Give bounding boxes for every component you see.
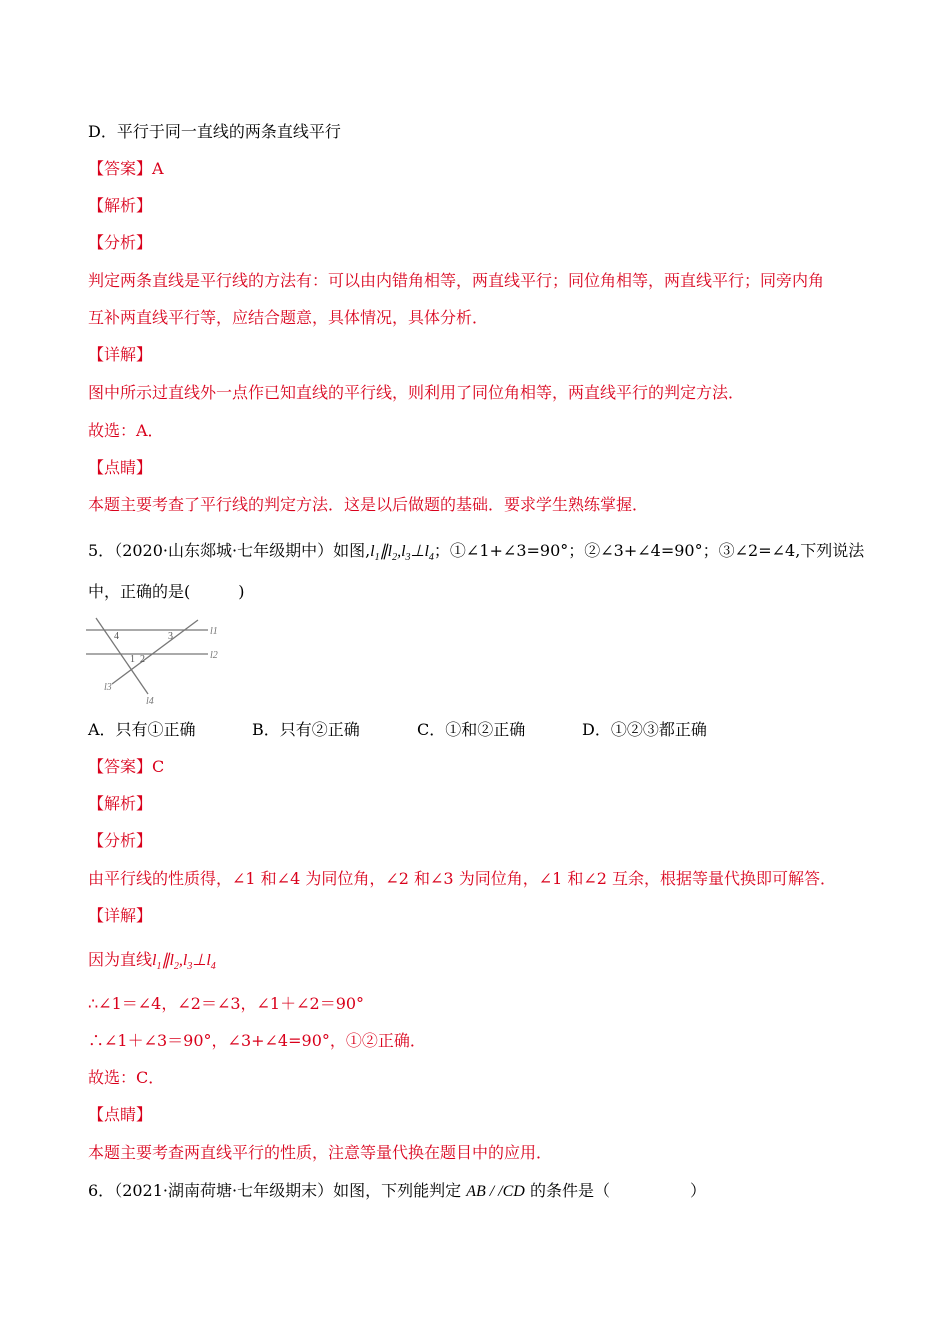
q6-number: 6． [88, 1181, 115, 1200]
q5-step-2: ∴∠1＋∠3＝90°，∠3+∠4=90°，①②正确． [88, 1031, 426, 1050]
q5-option-c: C．①和②正确 [417, 720, 526, 739]
answer-label: 【答案】A [88, 159, 164, 178]
q5-option-d: D．①②③都正确 [582, 720, 707, 739]
label-l1: l1 [210, 626, 218, 637]
analysis-line-2: 互补两直线平行等，应结合题意，具体情况，具体分析． [88, 308, 489, 327]
q5-option-b: B．只有②正确 [252, 720, 360, 739]
q5-jiexi: 【解析】 [88, 794, 153, 813]
q5-option-a: A．只有①正确 [88, 720, 196, 739]
q5-figure [84, 614, 224, 706]
q5-because-cond: $l_1\parallel l_2,l_3\perp l_4$ [152, 952, 216, 973]
q6-tail: 的条件是（ ） [529, 1181, 706, 1200]
xiangjie-label: 【详解】 [88, 345, 153, 364]
jiexi-label: 【解析】 [88, 196, 153, 215]
q5-source: （2020·山东郯城·七年级期中）如图, [114, 541, 371, 560]
q5-fenxi: 【分析】 [88, 831, 153, 850]
detail-text: 图中所示过直线外一点作已知直线的平行线，则利用了同位角相等，两直线平行的判定方法． [88, 383, 745, 402]
q5-number: 5． [88, 541, 115, 560]
q6-expr: AB / /CD [466, 1183, 525, 1200]
q5-analysis: 由平行线的性质得，∠1 和∠4 为同位角，∠2 和∠3 为同位角，∠1 和∠2 互余，根据等量代换即可解答． [88, 869, 837, 888]
analysis-line-1: 判定两条直线是平行线的方法有：可以由内错角相等，两直线平行；同位角相等，两直线平行；同旁内角 [88, 271, 825, 290]
q5-comment: 本题主要考查两直线平行的性质，注意等量代换在题目中的应用． [88, 1143, 553, 1162]
option-d: D．平行于同一直线的两条直线平行 [88, 122, 341, 141]
q5-parallel-cond: $l_1\parallel l_2,l_3\perp l_4$ [370, 543, 434, 564]
q5-choose: 故选：C． [88, 1068, 165, 1087]
q5-because-text: 因为直线 [88, 950, 153, 969]
label-l4: l4 [146, 696, 154, 706]
q5-stem-line-2: 中，正确的是( ) [88, 582, 245, 601]
q5-step-1: ∴∠1＝∠4，∠2＝∠3，∠1＋∠2＝90° [88, 994, 365, 1013]
angle-1: 1 [130, 654, 135, 665]
q5-because [88, 949, 216, 978]
q6-text: （2021·湖南荷塘·七年级期末）如图，下列能判定 [114, 1181, 462, 1200]
q5-stem-line-1 [88, 540, 864, 569]
angle-3: 3 [168, 631, 173, 642]
angle-4: 4 [114, 631, 119, 642]
q5-answer: 【答案】C [88, 757, 165, 776]
q5-xiangjie: 【详解】 [88, 906, 153, 925]
dianjing-label: 【点睛】 [88, 458, 153, 477]
q5-dianjing: 【点睛】 [88, 1105, 153, 1124]
q6-stem [88, 1180, 706, 1203]
choose-text: 故选：A． [88, 421, 164, 440]
label-l2: l2 [210, 650, 218, 661]
q5-conditions: ；①∠1+∠3=90°；②∠3+∠4=90°；③∠2=∠4,下列说法 [433, 541, 865, 560]
label-l3: l3 [104, 682, 112, 693]
fenxi-label: 【分析】 [88, 233, 153, 252]
comment-text: 本题主要考查了平行线的判定方法．这是以后做题的基础．要求学生熟练掌握． [88, 495, 649, 514]
angle-2: 2 [140, 654, 145, 665]
